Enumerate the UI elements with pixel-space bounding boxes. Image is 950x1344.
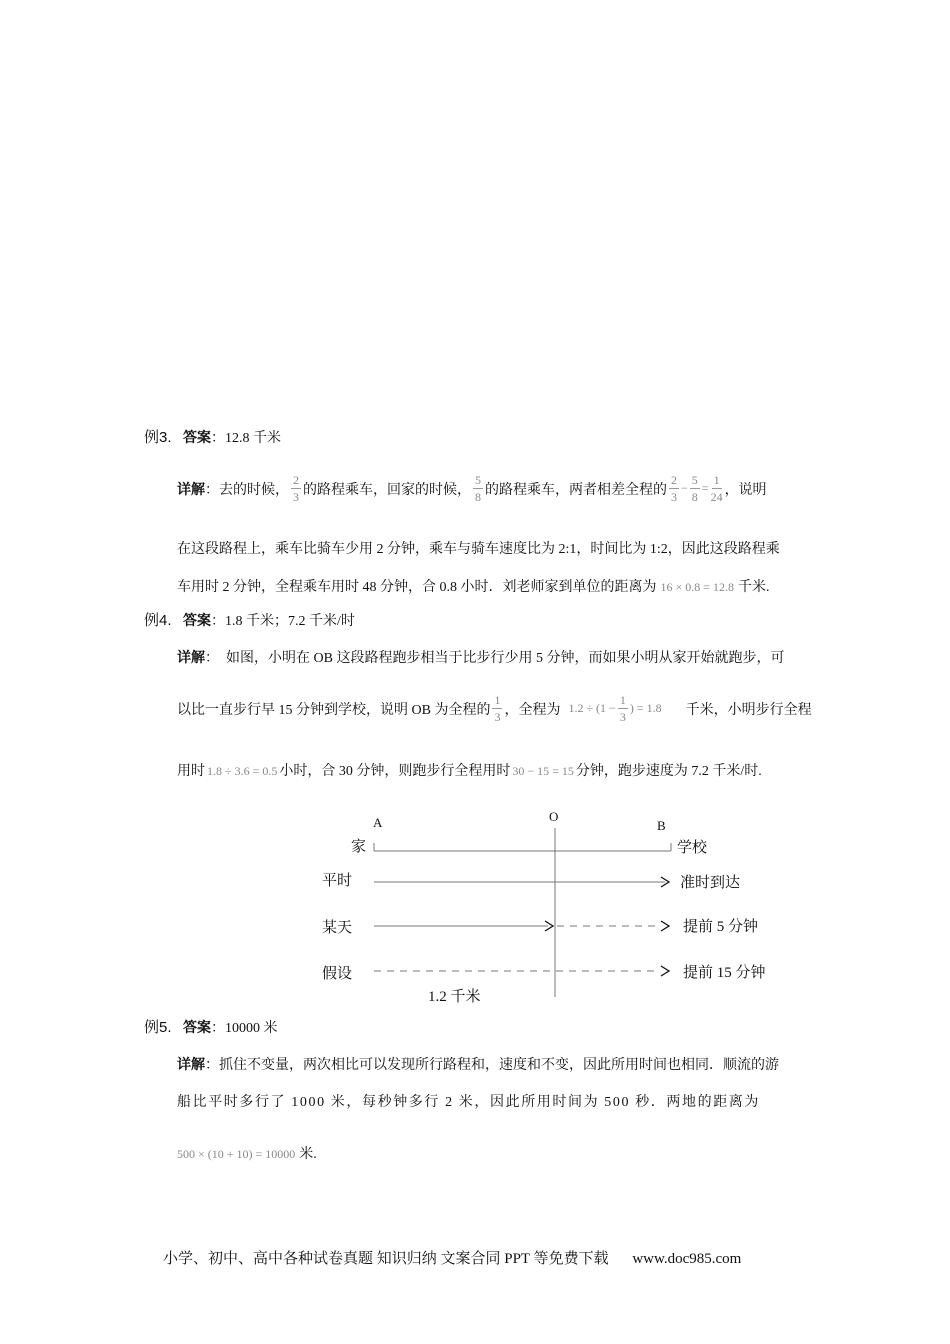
ex5-detail-line3: 500 × (10 + 10) = 10000 米. xyxy=(177,1147,317,1162)
ex4-fraction: $\frac{1}{3}$ xyxy=(494,693,501,724)
ex3-text: 的路程乘车，两者相差全程的 xyxy=(485,482,667,498)
ex3-equation: 16 × 0.8 = 12.8 xyxy=(660,580,735,594)
ex5-answer-label: 答案 xyxy=(183,1019,212,1035)
ex3-answer: ：12.8 千米 xyxy=(211,431,282,446)
ex3-detail-line2: 在这段路程上，乘车比骑车少用 2 分钟，乘车与骑车速度比为 2:1，时间比为 1:2，因此这段路程乘 xyxy=(177,542,780,557)
ex5-detail-line2: 船比平时多行了 1000 米，每秒钟多行 2 米，因此所用时间为 500 秒．两地的距离为 xyxy=(177,1095,760,1110)
home-label: 家 xyxy=(351,839,367,855)
ex4-label: 例4. xyxy=(144,612,172,629)
distance-label: 1.2 千米 xyxy=(428,989,481,1005)
row-someday-arrowhead1 xyxy=(545,921,553,931)
ex4-answer-label: 答案 xyxy=(183,612,212,628)
ex4-detail-label: 详解 xyxy=(177,649,205,665)
ex3-fraction: $\frac{2}{3}$ xyxy=(293,473,299,504)
footer xyxy=(163,1247,741,1268)
ex5-detail-label: 详解 xyxy=(177,1056,205,1072)
ex3-text: ，说明 xyxy=(724,482,767,498)
ex3-answer-label: 答案 xyxy=(183,429,212,445)
row-assume-label: 假设 xyxy=(322,966,353,982)
row-someday-arrowhead2 xyxy=(661,921,669,931)
row-normal-arrowhead xyxy=(661,877,669,887)
row-someday-result: 提前 5 分钟 xyxy=(683,919,759,935)
point-b-label: B xyxy=(657,818,666,833)
ex3-text: ：去的时候， xyxy=(205,482,289,498)
ex3-fraction: $\frac{2}{3}$ xyxy=(671,473,677,504)
ex5-detail-line1: 详解：抓住不变量，两次相比可以发现所行路程和，速度和不变，因此所用时间也相同．顺流的游 xyxy=(177,1056,779,1073)
ex3-detail-line1 xyxy=(177,474,767,503)
ex3-heading xyxy=(144,426,281,447)
ex4-heading xyxy=(144,609,355,630)
row-assume-result: 提前 15 分钟 xyxy=(683,965,766,981)
ex4-equation: 1.2 ÷ (1 − $\frac{1}{3}$ ) = 1.8 xyxy=(568,693,662,724)
ex3-detail-line3: 车用时 2 分钟，全程乘车用时 48 分钟，合 0.8 小时．刘老师家到单位的距离为 16 × 0.8 = 12.8 千米. xyxy=(177,580,770,595)
ex4-detail-line2: 以比一直步行早 15 分钟到学校，说明 OB 为全程的 $\frac{1}{3}$ ，全程为 1.2 ÷ (1 − $\frac{1}{3}$ ) = 1.8 千米，小明步行全程 xyxy=(177,693,812,724)
school-label: 学校 xyxy=(677,840,708,856)
row-normal-result: 准时到达 xyxy=(680,875,741,891)
ex4-detail-line1: 详解： 如图，小明在 OB 这段路程跑步相当于比步行少用 5 分钟，而如果小明从家开始就跑步，可 xyxy=(177,649,785,666)
ex3-text: 的路程乘车，回家的时候， xyxy=(303,482,471,498)
ex3-detail-label: 详解 xyxy=(177,480,205,497)
ex5-heading xyxy=(144,1016,278,1037)
ex4-detail-line3: 用时 1.8 ÷ 3.6 = 0.5 小时，合 30 分钟，则跑步行全程用时 30 − 15 = 15 分钟，跑步速度为 7.2 千米/时. xyxy=(177,764,762,779)
point-a-label: A xyxy=(373,815,383,830)
footer-text: 小学、初中、高中各种试卷真题 知识归纳 文案合同 PPT 等免费下载 xyxy=(163,1251,609,1267)
row-someday-label: 某天 xyxy=(322,920,353,936)
ex3-fraction: $\frac{1}{24}$ xyxy=(710,473,723,504)
row-normal-label: 平时 xyxy=(322,873,353,889)
ex3-fraction: $\frac{5}{8}$ xyxy=(691,473,698,504)
ex4-equation: 30 − 15 = 15 xyxy=(512,764,574,778)
footer-url[interactable]: www.doc985.com xyxy=(632,1251,742,1267)
ex3-minus: − xyxy=(681,481,688,495)
ex5-answer: ：10000 米 xyxy=(211,1021,278,1036)
ex5-label: 例5. xyxy=(144,1019,172,1036)
point-o-label: O xyxy=(549,809,559,824)
row-assume-arrowhead xyxy=(661,966,669,976)
ex3-equals: = xyxy=(701,481,709,495)
ex3-label: 例3. xyxy=(144,429,172,446)
ex4-equation-fraction: $\frac{1}{3}$ xyxy=(619,693,626,724)
ex5-equation: 500 × (10 + 10) = 10000 xyxy=(177,1147,296,1161)
ex3-fraction: $\frac{5}{8}$ xyxy=(475,473,481,504)
ex4-equation: 1.8 ÷ 3.6 = 0.5 xyxy=(207,764,278,778)
ex4-answer: ：1.8 千米；7.2 千米/时 xyxy=(211,614,355,629)
